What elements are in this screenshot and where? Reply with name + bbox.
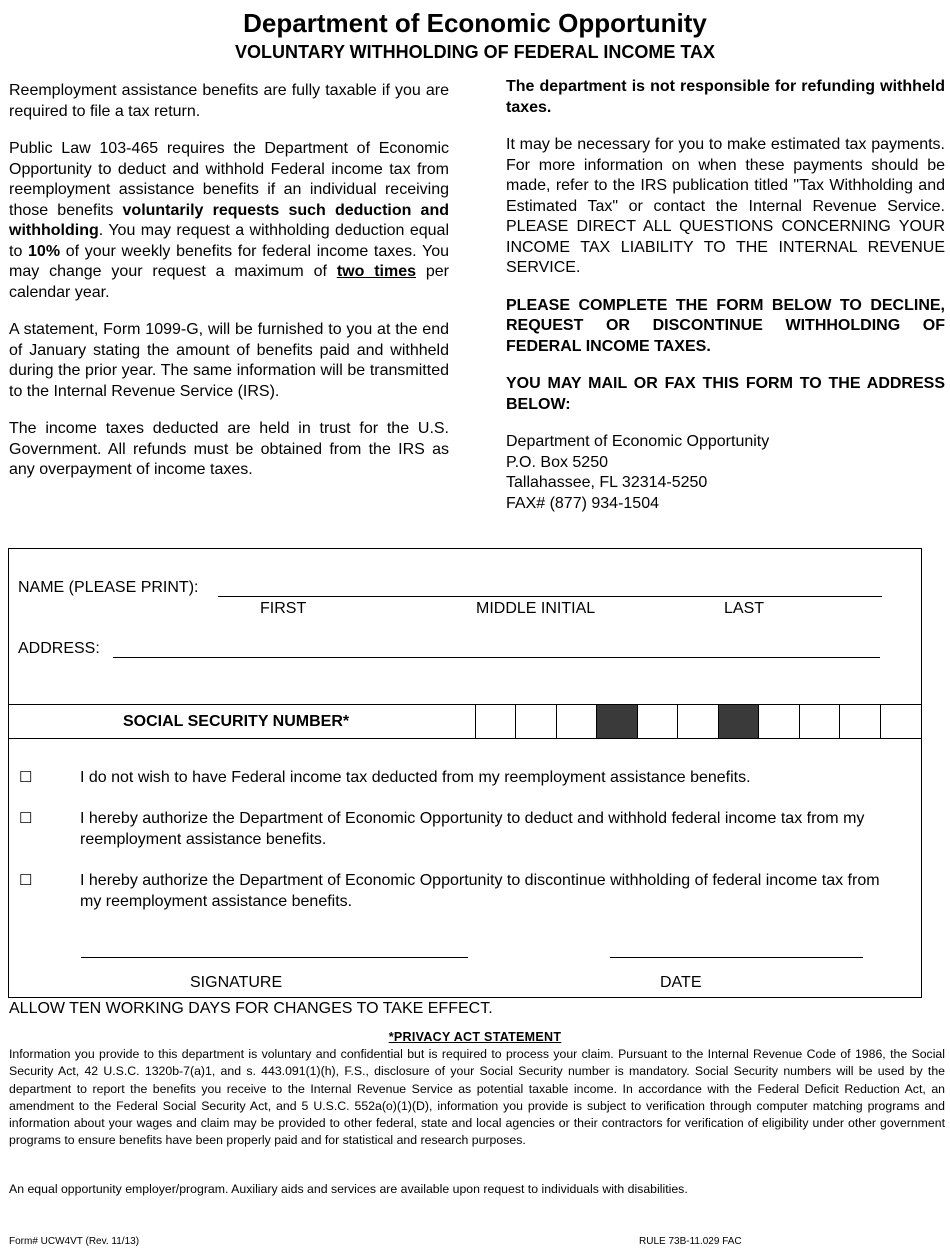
refunds-paragraph: The income taxes deducted are held in trust for the U.S. Government. All refunds must be obtained from the IRS as any overpayment of income taxes. bbox=[9, 420, 449, 478]
last-name-label: LAST bbox=[724, 600, 765, 617]
public-law-paragraph: Public Law 103-465 requires the Department of Economic Opportunity to deduct and withhold Federal income tax from reemployment assistance benefits if an individual receiving those benefits voluntarily requests such deduction and withholding. You may request a withholding deduction equal to 10% of your weekly benefits for federal income taxes. You may change your request a maximum of two times per calendar year. bbox=[9, 140, 449, 301]
fax-number: FAX# (877) 934-1504 bbox=[506, 494, 659, 512]
ssn-row bbox=[8, 704, 922, 739]
ssn-digit-box[interactable] bbox=[758, 705, 799, 738]
estimated-tax-paragraph: It may be necessary for you to make estimated tax payments. For more information on when these payments should be made, refer to the IRS publication titled "Tax Withholding and Estimated Tax" or contact the Internal Revenue Service. PLEASE DIRECT ALL QUESTIONS CONCERNING YOUR INCOME TAX LIABILITY TO THE INTERNAL REVENUE SERVICE. bbox=[506, 136, 945, 276]
ssn-separator-box bbox=[596, 705, 637, 738]
page-title: Department of Economic Opportunity bbox=[243, 8, 707, 38]
form-number: Form# UCW4VT (Rev. 11/13) bbox=[9, 1236, 140, 1247]
ssn-separator-box bbox=[718, 705, 758, 738]
signature-label: SIGNATURE bbox=[190, 974, 283, 991]
ssn-digit-box[interactable] bbox=[677, 705, 718, 738]
mailing-address: Department of Economic Opportunity P.O. Box 5250 Tallahassee, FL 32314-5250 FAX# (877) 934-1504 bbox=[506, 432, 945, 514]
name-label: NAME (PLEASE PRINT): bbox=[18, 579, 199, 596]
ssn-digit-box[interactable] bbox=[556, 705, 596, 738]
complete-form-instruction: PLEASE COMPLETE THE FORM BELOW TO DECLINE, REQUEST OR DISCONTINUE WITHHOLDING OF FEDERAL INCOME TAXES. bbox=[506, 296, 945, 355]
discontinue-option-text: I hereby authorize the Department of Economic Opportunity to discontinue withholding of federal income tax from my reemployment assistance benefits. bbox=[80, 872, 880, 910]
ssn-digit-box[interactable] bbox=[799, 705, 839, 738]
mail-fax-instruction: YOU MAY MAIL OR FAX THIS FORM TO THE ADDRESS BELOW: bbox=[506, 375, 945, 413]
middle-initial-label: MIDDLE INITIAL bbox=[476, 600, 596, 617]
signature-line[interactable] bbox=[81, 957, 468, 958]
no-refund-notice: The department is not responsible for refunding withheld taxes. bbox=[506, 78, 945, 116]
privacy-act-statement: Information you provide to this department is voluntary and confidential but is required to process your claim. Pursuant to the Internal Revenue Code of 1986, the Social Security Act, 42 U.S.C. 1320b-7(a)1, and s. 443.091(1)(h), F.S., disclosure of your Social Security number is mandatory. Social Security numbers will be used by the department to report the benefits you receive to the Internal Revenue Service as potential taxable income. In accordance with the Federal Deficit Reduction Act, an amendment to the Federal Social Security Act, and 5 U.S.C. 552a(o)(1)(D), information you provide is subject to verification through computer matching programs and information about your wages and claim may be provided to other federal, state and local agencies or their contractors for verification of eligibility under other government programs to ensure benefits have been properly paid and for statistical and research purposes. bbox=[9, 1047, 945, 1148]
date-label: DATE bbox=[660, 974, 702, 991]
right-column bbox=[506, 77, 945, 514]
ssn-label: SOCIAL SECURITY NUMBER* bbox=[123, 713, 350, 730]
ssn-digit-box[interactable] bbox=[880, 705, 920, 738]
first-name-label: FIRST bbox=[260, 600, 307, 617]
decline-option-text: I do not wish to have Federal income tax deducted from my reemployment assistance benefits. bbox=[80, 769, 751, 786]
decline-checkbox[interactable]: ☐ bbox=[19, 769, 33, 786]
privacy-act-title: *PRIVACY ACT STATEMENT bbox=[388, 1030, 562, 1044]
ssn-digit-box[interactable] bbox=[839, 705, 880, 738]
discontinue-checkbox[interactable]: ☐ bbox=[19, 872, 33, 889]
ssn-digit-box[interactable] bbox=[475, 705, 515, 738]
form-1099g-paragraph: A statement, Form 1099-G, will be furnished to you at the end of January stating the amount of benefits paid and withheld during the prior year. The same information will be transmitted to the Internal Revenue Service (IRS). bbox=[9, 321, 449, 400]
ssn-digit-box[interactable] bbox=[515, 705, 556, 738]
name-field[interactable] bbox=[218, 596, 882, 597]
form-subtitle: VOLUNTARY WITHHOLDING OF FEDERAL INCOME TAX bbox=[235, 42, 715, 62]
date-line[interactable] bbox=[610, 957, 863, 958]
processing-time-notice: ALLOW TEN WORKING DAYS FOR CHANGES TO TAKE EFFECT. bbox=[9, 1000, 493, 1017]
request-checkbox[interactable]: ☐ bbox=[19, 810, 33, 827]
rule-reference: RULE 73B-11.029 FAC bbox=[639, 1236, 742, 1247]
address-label: ADDRESS: bbox=[18, 640, 100, 657]
left-column bbox=[9, 81, 449, 498]
address-field[interactable] bbox=[113, 657, 880, 658]
equal-opportunity-statement: An equal opportunity employer/program. Auxiliary aids and services are available upon request to individuals with disabilities. bbox=[9, 1182, 688, 1196]
request-option-text: I hereby authorize the Department of Economic Opportunity to deduct and withhold federal income tax from my reemployment assistance benefits. bbox=[80, 810, 865, 848]
ssn-digit-box[interactable] bbox=[637, 705, 677, 738]
taxable-paragraph: Reemployment assistance benefits are fully taxable if you are required to file a tax return. bbox=[9, 82, 449, 120]
